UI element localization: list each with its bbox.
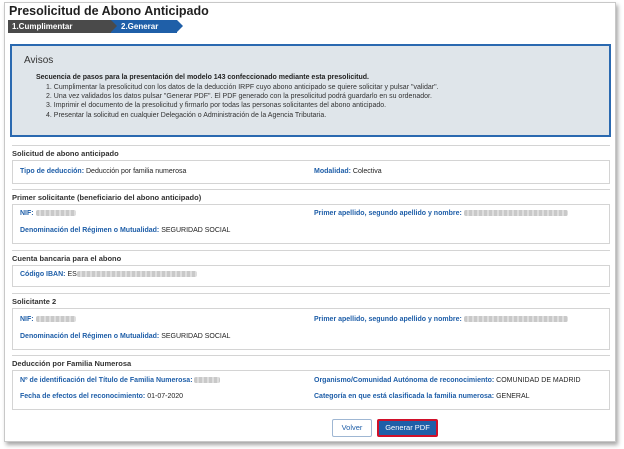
divider bbox=[12, 250, 610, 251]
redacted-value bbox=[464, 316, 568, 322]
titulo-familia-label: Nº de identificación del Título de Familia Numerosa: bbox=[20, 377, 193, 384]
redacted-value bbox=[194, 377, 220, 383]
step-cumplimentar: 1.Cumplimentar Solicitud bbox=[8, 20, 111, 33]
divider bbox=[12, 293, 610, 294]
iban-label: Código IBAN: bbox=[20, 271, 66, 278]
section-cuenta-title: Cuenta bancaria para el abono bbox=[12, 254, 122, 263]
divider bbox=[12, 355, 610, 356]
list-item: 3. Imprimir el documento de la presolicitud y firmarlo por todas las personas solicitantes del abono anticipado. bbox=[46, 102, 387, 110]
organismo-field bbox=[314, 377, 581, 384]
back-button[interactable]: Volver bbox=[332, 419, 372, 437]
step-breadcrumb bbox=[8, 20, 177, 44]
redacted-value bbox=[36, 316, 76, 322]
redacted-value bbox=[464, 210, 568, 216]
divider bbox=[12, 145, 610, 146]
solicitante-2-panel bbox=[12, 308, 610, 350]
section-primer-solicitante-title: Primer solicitante (beneficiario del abono anticipado) bbox=[12, 193, 202, 202]
tipo-deduccion-label: Tipo de deducción: bbox=[20, 168, 85, 175]
section-solicitud-title: Solicitud de abono anticipado bbox=[12, 149, 119, 158]
divider bbox=[12, 189, 610, 190]
avisos-lead: Secuencia de pasos para la presentación del modelo 143 confeccionado mediante esta presolicitud. bbox=[36, 74, 369, 81]
apellidos-label: Primer apellido, segundo apellido y nombre: bbox=[314, 210, 462, 217]
apellidos-field bbox=[314, 210, 568, 217]
organismo-value: COMUNIDAD DE MADRID bbox=[496, 377, 581, 384]
redacted-value bbox=[36, 210, 76, 216]
list-item: 2. Una vez validados los datos pulsar "Generar PDF". El PDF generado con la presolicitud podrá guardarlo en su ordenador. bbox=[46, 93, 432, 101]
regimen-field bbox=[20, 333, 230, 340]
apellidos-field bbox=[314, 316, 568, 323]
section-familia-title: Deducción por Familia Numerosa bbox=[12, 359, 132, 368]
organismo-label: Organismo/Comunidad Autónoma de reconocimiento: bbox=[314, 377, 495, 384]
categoria-label: Categoría en que está clasificada la familia numerosa: bbox=[314, 393, 495, 400]
iban-field bbox=[20, 271, 197, 278]
titulo-familia-field bbox=[20, 377, 220, 384]
iban-prefix: ES bbox=[67, 271, 77, 278]
modalidad-field bbox=[314, 168, 382, 175]
page-title: Presolicitud de Abono Anticipado bbox=[9, 4, 209, 18]
apellidos-label: Primer apellido, segundo apellido y nombre: bbox=[314, 316, 462, 323]
regimen-label: Denominación del Régimen o Mutualidad: bbox=[20, 227, 160, 234]
avisos-panel bbox=[10, 44, 611, 137]
generate-pdf-button[interactable]: Generar PDF bbox=[377, 419, 438, 437]
fecha-efectos-field bbox=[20, 393, 183, 400]
list-item: 4. Presentar la solicitud en cualquier Delegación o Administración de la Agencia Tributaria. bbox=[46, 111, 327, 119]
categoria-field bbox=[314, 393, 530, 400]
section-solicitante-2-title: Solicitante 2 bbox=[12, 297, 57, 306]
fecha-efectos-value: 01-07-2020 bbox=[147, 393, 184, 400]
avisos-title: Avisos bbox=[24, 55, 54, 66]
avisos-steps-list bbox=[46, 83, 439, 120]
modalidad-value: Colectiva bbox=[352, 168, 382, 175]
modalidad-label: Modalidad: bbox=[314, 168, 351, 175]
regimen-label: Denominación del Régimen o Mutualidad: bbox=[20, 333, 160, 340]
nif-label: NIF: bbox=[20, 210, 34, 217]
familia-panel bbox=[12, 370, 610, 410]
nif-field bbox=[20, 210, 76, 217]
nif-label: NIF: bbox=[20, 316, 34, 323]
list-item: 1. Cumplimentar la presolicitud con los datos de la deducción IRPF cuyo abono anticipado se quiere solicitar y pulsar "validar". bbox=[46, 84, 439, 91]
tipo-deduccion-value: Deducción por familia numerosa bbox=[86, 168, 187, 175]
fecha-efectos-label: Fecha de efectos del reconocimiento: bbox=[20, 393, 146, 400]
step-generar-pdf: 2.Generar PDF bbox=[111, 20, 177, 33]
tipo-deduccion-field bbox=[20, 168, 186, 175]
regimen-value: SEGURIDAD SOCIAL bbox=[161, 333, 231, 340]
regimen-field bbox=[20, 227, 230, 234]
categoria-value: GENERAL bbox=[496, 393, 530, 400]
regimen-value: SEGURIDAD SOCIAL bbox=[161, 227, 231, 234]
redacted-value bbox=[77, 271, 197, 277]
nif-field bbox=[20, 316, 76, 323]
